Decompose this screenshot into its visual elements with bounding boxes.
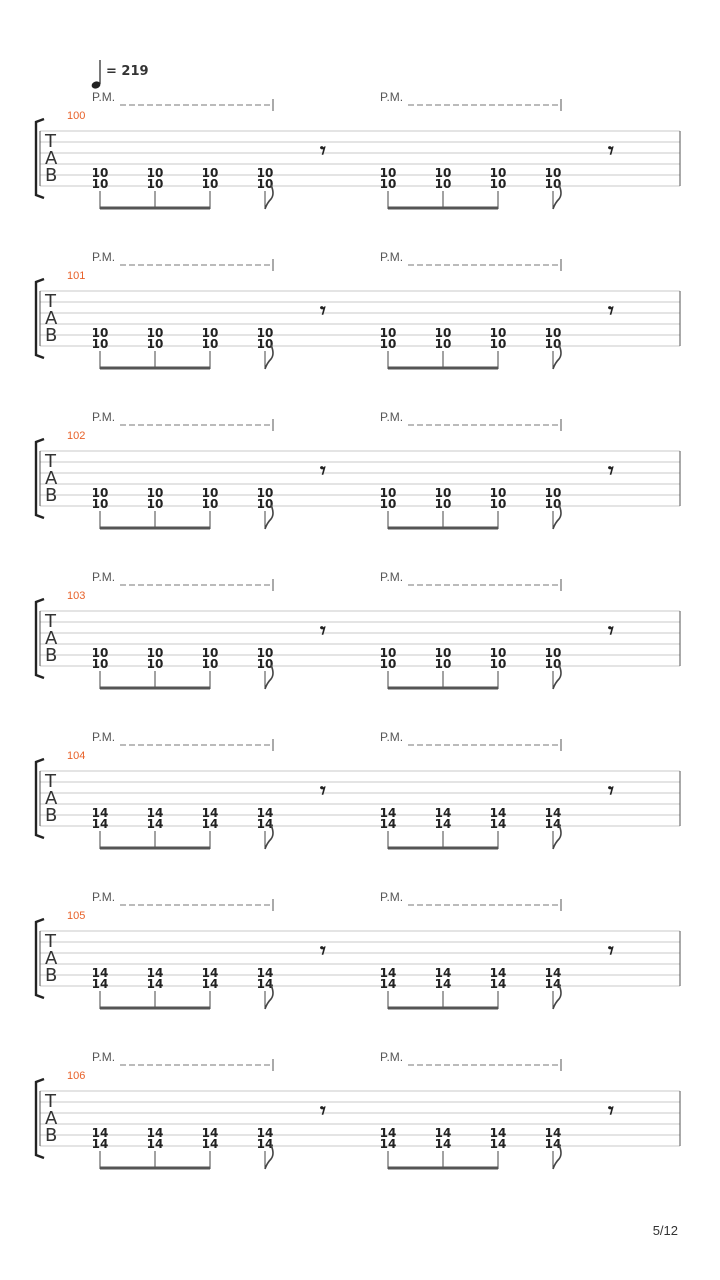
fret-number: 14 bbox=[434, 977, 452, 991]
fret-number: 14 bbox=[256, 977, 274, 991]
fret-number: 14 bbox=[256, 1126, 274, 1140]
fret-number: 10 bbox=[201, 486, 219, 500]
measure-number: 101 bbox=[67, 270, 86, 282]
fret-number: 10 bbox=[489, 657, 507, 671]
fret-number: 10 bbox=[489, 486, 507, 500]
fret-number: 14 bbox=[544, 977, 562, 991]
fret-number: 14 bbox=[379, 817, 397, 831]
tab-clef-letter: T bbox=[45, 611, 56, 632]
fret-number: 14 bbox=[146, 817, 164, 831]
eighth-rest: 𝄾 bbox=[608, 1099, 614, 1124]
eighth-rest: 𝄾 bbox=[320, 1099, 326, 1124]
fret-number: 14 bbox=[256, 966, 274, 980]
fret-number: 14 bbox=[201, 966, 219, 980]
fret-number: 14 bbox=[91, 817, 109, 831]
palm-mute-label: P.M. bbox=[380, 730, 404, 744]
tab-system-103 bbox=[36, 570, 680, 689]
fret-number: 14 bbox=[489, 1126, 507, 1140]
fret-number: 14 bbox=[146, 1126, 164, 1140]
fret-number: 10 bbox=[146, 166, 164, 180]
tab-clef-letter: B bbox=[45, 805, 58, 826]
fret-number: 10 bbox=[201, 326, 219, 340]
fret-number: 10 bbox=[201, 497, 219, 511]
page-number: 5/12 bbox=[652, 1223, 678, 1238]
measure-number: 106 bbox=[67, 1070, 86, 1082]
palm-mute-label: P.M. bbox=[380, 570, 404, 584]
fret-number: 10 bbox=[434, 657, 452, 671]
fret-number: 10 bbox=[489, 166, 507, 180]
fret-number: 14 bbox=[434, 806, 452, 820]
fret-number: 10 bbox=[146, 646, 164, 660]
fret-number: 14 bbox=[544, 1126, 562, 1140]
fret-number: 10 bbox=[91, 166, 109, 180]
palm-mute-label: P.M. bbox=[92, 90, 116, 104]
fret-number: 10 bbox=[544, 326, 562, 340]
eighth-rest: 𝄾 bbox=[320, 299, 326, 324]
fret-number: 14 bbox=[379, 806, 397, 820]
palm-mute-label: P.M. bbox=[92, 730, 116, 744]
fret-number: 10 bbox=[544, 497, 562, 511]
fret-number: 10 bbox=[201, 177, 219, 191]
tab-clef-letter: T bbox=[45, 771, 56, 792]
tab-clef-letter: A bbox=[45, 468, 58, 489]
fret-number: 14 bbox=[201, 1126, 219, 1140]
fret-number: 14 bbox=[91, 977, 109, 991]
fret-number: 10 bbox=[146, 177, 164, 191]
tab-clef-letter: T bbox=[45, 451, 56, 472]
fret-number: 10 bbox=[379, 166, 397, 180]
fret-number: 14 bbox=[434, 966, 452, 980]
tab-clef-letter: A bbox=[45, 308, 58, 329]
fret-number: 14 bbox=[544, 817, 562, 831]
palm-mute-label: P.M. bbox=[380, 890, 404, 904]
fret-number: 10 bbox=[434, 326, 452, 340]
tab-clef-letter: A bbox=[45, 148, 58, 169]
fret-number: 14 bbox=[489, 966, 507, 980]
tab-clef-letter: A bbox=[45, 788, 58, 809]
fret-number: 14 bbox=[201, 977, 219, 991]
tab-clef-letter: A bbox=[45, 628, 58, 649]
measure-number: 104 bbox=[67, 750, 86, 762]
measure-number: 103 bbox=[67, 590, 86, 602]
fret-number: 10 bbox=[379, 646, 397, 660]
fret-number: 10 bbox=[544, 177, 562, 191]
fret-number: 10 bbox=[146, 486, 164, 500]
fret-number: 14 bbox=[489, 977, 507, 991]
palm-mute-label: P.M. bbox=[92, 410, 116, 424]
fret-number: 14 bbox=[201, 806, 219, 820]
fret-number: 10 bbox=[91, 337, 109, 351]
eighth-rest: 𝄾 bbox=[608, 779, 614, 804]
fret-number: 14 bbox=[544, 966, 562, 980]
fret-number: 14 bbox=[434, 1126, 452, 1140]
fret-number: 14 bbox=[91, 1126, 109, 1140]
fret-number: 14 bbox=[256, 806, 274, 820]
tab-clef-letter: T bbox=[45, 131, 56, 152]
fret-number: 14 bbox=[379, 1137, 397, 1151]
fret-number: 10 bbox=[146, 657, 164, 671]
fret-number: 10 bbox=[256, 326, 274, 340]
fret-number: 14 bbox=[256, 817, 274, 831]
tab-clef-letter: B bbox=[45, 645, 58, 666]
measure-number: 100 bbox=[67, 110, 86, 122]
palm-mute-label: P.M. bbox=[380, 1050, 404, 1064]
eighth-rest: 𝄾 bbox=[320, 619, 326, 644]
fret-number: 10 bbox=[91, 177, 109, 191]
fret-number: 10 bbox=[379, 326, 397, 340]
eighth-rest: 𝄾 bbox=[608, 939, 614, 964]
fret-number: 10 bbox=[201, 646, 219, 660]
tab-clef-letter: B bbox=[45, 165, 58, 186]
fret-number: 14 bbox=[91, 966, 109, 980]
fret-number: 14 bbox=[201, 1137, 219, 1151]
eighth-rest: 𝄾 bbox=[320, 459, 326, 484]
tab-clef-letter: A bbox=[45, 948, 58, 969]
fret-number: 14 bbox=[544, 1137, 562, 1151]
fret-number: 14 bbox=[434, 817, 452, 831]
fret-number: 10 bbox=[489, 337, 507, 351]
palm-mute-label: P.M. bbox=[380, 250, 404, 264]
tab-clef-letter: B bbox=[45, 325, 58, 346]
eighth-rest: 𝄾 bbox=[608, 459, 614, 484]
fret-number: 10 bbox=[91, 657, 109, 671]
tab-system-102 bbox=[36, 410, 680, 529]
fret-number: 10 bbox=[434, 177, 452, 191]
tab-system-105 bbox=[36, 890, 680, 1009]
fret-number: 14 bbox=[256, 1137, 274, 1151]
tab-clef-letter: B bbox=[45, 965, 58, 986]
fret-number: 14 bbox=[544, 806, 562, 820]
palm-mute-label: P.M. bbox=[92, 890, 116, 904]
palm-mute-label: P.M. bbox=[92, 570, 116, 584]
fret-number: 14 bbox=[91, 806, 109, 820]
fret-number: 10 bbox=[91, 497, 109, 511]
fret-number: 10 bbox=[256, 337, 274, 351]
measure-number: 102 bbox=[67, 430, 86, 442]
fret-number: 10 bbox=[489, 326, 507, 340]
fret-number: 10 bbox=[379, 486, 397, 500]
fret-number: 10 bbox=[201, 337, 219, 351]
fret-number: 10 bbox=[146, 326, 164, 340]
fret-number: 14 bbox=[379, 977, 397, 991]
fret-number: 10 bbox=[91, 646, 109, 660]
fret-number: 10 bbox=[201, 166, 219, 180]
eighth-rest: 𝄾 bbox=[320, 779, 326, 804]
fret-number: 10 bbox=[434, 166, 452, 180]
palm-mute-label: P.M. bbox=[380, 410, 404, 424]
tempo-marking bbox=[91, 60, 149, 90]
fret-number: 10 bbox=[544, 486, 562, 500]
fret-number: 10 bbox=[91, 326, 109, 340]
fret-number: 14 bbox=[146, 977, 164, 991]
fret-number: 10 bbox=[256, 166, 274, 180]
fret-number: 10 bbox=[434, 337, 452, 351]
fret-number: 10 bbox=[379, 337, 397, 351]
fret-number: 10 bbox=[544, 337, 562, 351]
fret-number: 10 bbox=[146, 497, 164, 511]
fret-number: 14 bbox=[489, 1137, 507, 1151]
fret-number: 10 bbox=[434, 486, 452, 500]
eighth-rest: 𝄾 bbox=[608, 619, 614, 644]
eighth-rest: 𝄾 bbox=[320, 139, 326, 164]
palm-mute-label: P.M. bbox=[92, 250, 116, 264]
fret-number: 14 bbox=[91, 1137, 109, 1151]
fret-number: 10 bbox=[256, 646, 274, 660]
palm-mute-label: P.M. bbox=[380, 90, 404, 104]
fret-number: 10 bbox=[379, 497, 397, 511]
fret-number: 10 bbox=[489, 177, 507, 191]
fret-number: 10 bbox=[379, 177, 397, 191]
fret-number: 10 bbox=[201, 657, 219, 671]
fret-number: 10 bbox=[489, 497, 507, 511]
fret-number: 10 bbox=[544, 646, 562, 660]
fret-number: 14 bbox=[201, 817, 219, 831]
measure-number: 105 bbox=[67, 910, 86, 922]
tab-system-106 bbox=[36, 1050, 680, 1169]
fret-number: 10 bbox=[544, 657, 562, 671]
fret-number: 10 bbox=[544, 166, 562, 180]
fret-number: 10 bbox=[379, 657, 397, 671]
fret-number: 14 bbox=[434, 1137, 452, 1151]
tab-clef-letter: T bbox=[45, 291, 56, 312]
fret-number: 10 bbox=[434, 497, 452, 511]
tab-system-100 bbox=[36, 90, 680, 209]
fret-number: 14 bbox=[146, 806, 164, 820]
tab-clef-letter: T bbox=[45, 1091, 56, 1112]
fret-number: 10 bbox=[434, 646, 452, 660]
tab-clef-letter: T bbox=[45, 931, 56, 952]
fret-number: 14 bbox=[146, 966, 164, 980]
tab-clef-letter: A bbox=[45, 1108, 58, 1129]
fret-number: 10 bbox=[256, 486, 274, 500]
tab-system-104 bbox=[36, 730, 680, 849]
fret-number: 14 bbox=[379, 1126, 397, 1140]
tab-clef-letter: B bbox=[45, 485, 58, 506]
fret-number: 14 bbox=[146, 1137, 164, 1151]
tempo-value: = 219 bbox=[106, 64, 149, 79]
tab-clef-letter: B bbox=[45, 1125, 58, 1146]
fret-number: 10 bbox=[489, 646, 507, 660]
fret-number: 10 bbox=[146, 337, 164, 351]
fret-number: 14 bbox=[489, 806, 507, 820]
eighth-rest: 𝄾 bbox=[608, 299, 614, 324]
fret-number: 10 bbox=[91, 486, 109, 500]
fret-number: 10 bbox=[256, 657, 274, 671]
palm-mute-label: P.M. bbox=[92, 1050, 116, 1064]
fret-number: 10 bbox=[256, 497, 274, 511]
fret-number: 14 bbox=[489, 817, 507, 831]
fret-number: 14 bbox=[379, 966, 397, 980]
eighth-rest: 𝄾 bbox=[608, 139, 614, 164]
eighth-rest: 𝄾 bbox=[320, 939, 326, 964]
tab-system-101 bbox=[36, 250, 680, 369]
fret-number: 10 bbox=[256, 177, 274, 191]
